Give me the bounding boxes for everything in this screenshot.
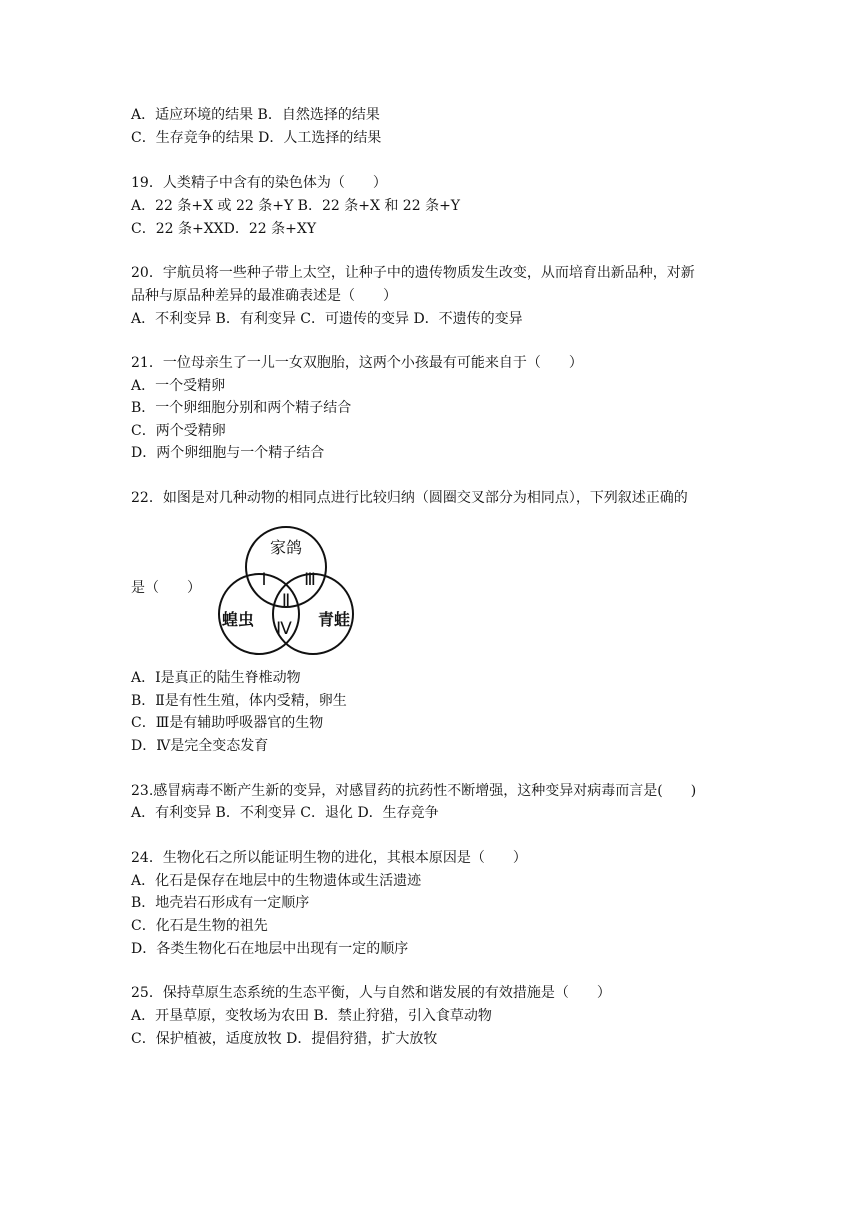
q21-option-a: A．一个受精卵: [131, 378, 226, 394]
q25-stem: 25．保持草原生态系统的生态平衡，人与自然和谐发展的有效措施是（ ）: [131, 985, 611, 1001]
region-2: Ⅱ: [281, 591, 291, 611]
q21-option-d: D．两个卵细胞与一个精子结合: [131, 445, 325, 461]
q22-stem-line-1: 22．如图是对几种动物的相同点进行比较归纳（圆圈交叉部分为相同点），下列叙述正确的: [131, 490, 688, 506]
region-3: Ⅲ: [304, 570, 316, 590]
q25-row-1: A．开垦草原，变牧场为农田 B．禁止狩猎，引入食草动物: [131, 1008, 492, 1024]
label-top: 家鸽: [269, 538, 303, 557]
region-4: Ⅳ: [276, 619, 292, 639]
region-1: Ⅰ: [261, 570, 267, 590]
q25-row-2: C．保护植被，适度放牧 D．提倡狩猎，扩大放牧: [131, 1031, 438, 1047]
q19-row-1: A．22 条+X 或 22 条+Y B．22 条+X 和 22 条+Y: [131, 198, 461, 214]
q18-row-1: A．适应环境的结果 B．自然选择的结果: [131, 107, 380, 123]
label-right: 青蛙: [317, 610, 351, 629]
q20-row-1: A．不利变异 B．有利变异 C．可遗传的变异 D．不遗传的变异: [131, 311, 523, 327]
q19-stem: 19．人类精子中含有的染色体为（ ）: [131, 175, 387, 191]
q20-stem-line-2: 品种与原品种差异的最准确表述是（ ）: [131, 288, 397, 304]
q23-stem: 23.感冒病毒不断产生新的变异，对感冒药的抗药性不断增强，这种变异对病毒而言是( ): [131, 783, 697, 799]
q24-option-d: D．各类生物化石在地层中出现有一定的顺序: [131, 941, 409, 957]
q18-row-2: C．生存竞争的结果 D．人工选择的结果: [131, 130, 382, 146]
q20-stem-line-1: 20．宇航员将一些种子带上太空，让种子中的遗传物质发生改变，从而培育出新品种，对新: [131, 265, 695, 281]
q21-option-b: B．一个卵细胞分别和两个精子结合: [131, 400, 352, 416]
q24-option-a: A．化石是保存在地层中的生物遗体或生活遗迹: [131, 873, 422, 889]
q24-option-b: B．地壳岩石形成有一定顺序: [131, 895, 310, 911]
q21-stem: 21．一位母亲生了一儿一女双胞胎，这两个小孩最有可能来自于（ ）: [131, 355, 583, 371]
q19-row-2: C．22 条+XXD．22 条+XY: [131, 221, 317, 237]
q21-option-c: C．两个受精卵: [131, 423, 226, 439]
q22-option-b: B．Ⅱ是有性生殖，体内受精，卵生: [131, 693, 347, 709]
q22-option-a: A．Ⅰ是真正的陆生脊椎动物: [131, 670, 301, 686]
q24-stem: 24．生物化石之所以能证明生物的进化，其根本原因是（ ）: [131, 850, 527, 866]
q22-option-d: D．Ⅳ是完全变态发育: [131, 738, 269, 754]
q24-option-c: C．化石是生物的祖先: [131, 918, 268, 934]
q22-stem-line-2: 是（ ）: [131, 580, 201, 596]
label-left: 蝗虫: [221, 610, 255, 629]
venn-diagram: [206, 522, 366, 662]
q23-row-1: A．有利变异 B．不利变异 C．退化 D．生存竞争: [131, 805, 439, 821]
q22-option-c: C．Ⅲ是有辅助呼吸器官的生物: [131, 715, 324, 731]
